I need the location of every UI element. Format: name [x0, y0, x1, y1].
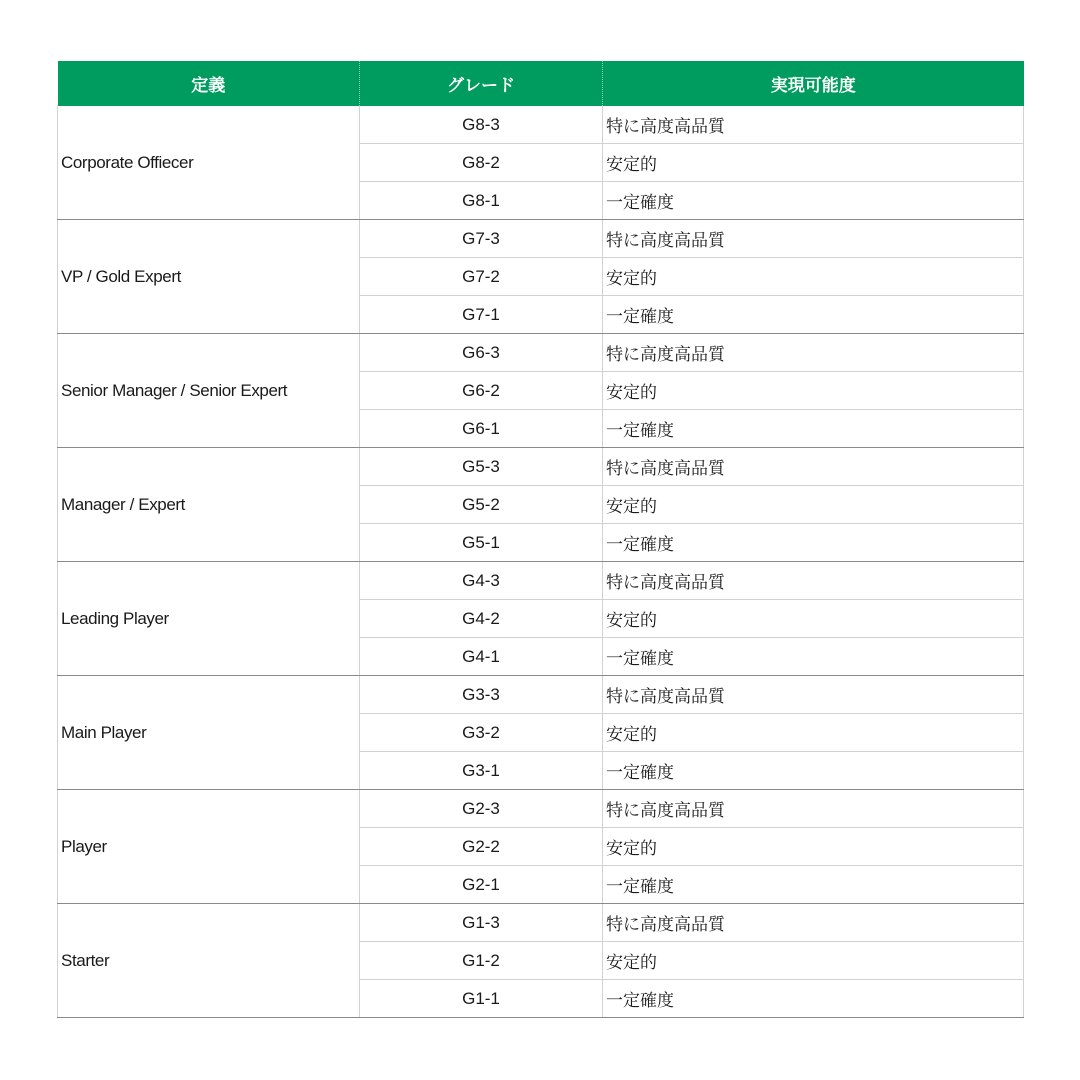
grade-cell: G3-3 [360, 676, 603, 714]
feasibility-cell: 特に高度高品質 [603, 334, 1024, 372]
definition-cell: Manager / Expert [58, 448, 360, 562]
feasibility-cell: 安定的 [603, 372, 1024, 410]
table-row [58, 334, 1024, 372]
feasibility-cell: 一定確度 [603, 524, 1024, 562]
definition-cell: Leading Player [58, 562, 360, 676]
feasibility-cell: 安定的 [603, 714, 1024, 752]
feasibility-cell: 特に高度高品質 [603, 676, 1024, 714]
definition-cell: Senior Manager / Senior Expert [58, 334, 360, 448]
grade-cell: G6-3 [360, 334, 603, 372]
definition-cell: Corporate Offiecer [58, 106, 360, 220]
feasibility-cell: 一定確度 [603, 182, 1024, 220]
feasibility-cell: 一定確度 [603, 410, 1024, 448]
feasibility-cell: 特に高度高品質 [603, 106, 1024, 144]
grade-cell: G6-2 [360, 372, 603, 410]
feasibility-cell: 安定的 [603, 486, 1024, 524]
header-feasibility: 実現可能度 [603, 61, 1024, 106]
grade-table [57, 61, 1024, 1018]
feasibility-cell: 特に高度高品質 [603, 904, 1024, 942]
feasibility-cell: 一定確度 [603, 980, 1024, 1018]
table-row [58, 676, 1024, 714]
grade-cell: G4-1 [360, 638, 603, 676]
feasibility-cell: 特に高度高品質 [603, 448, 1024, 486]
table-row [58, 106, 1024, 144]
grade-cell: G7-1 [360, 296, 603, 334]
grade-cell: G1-2 [360, 942, 603, 980]
grade-cell: G3-2 [360, 714, 603, 752]
table-row [58, 904, 1024, 942]
grade-cell: G3-1 [360, 752, 603, 790]
table-row [58, 220, 1024, 258]
header-definition: 定義 [58, 61, 360, 106]
feasibility-cell: 安定的 [603, 258, 1024, 296]
grade-cell: G4-2 [360, 600, 603, 638]
feasibility-cell: 安定的 [603, 942, 1024, 980]
grade-cell: G7-3 [360, 220, 603, 258]
definition-cell: Main Player [58, 676, 360, 790]
grade-cell: G8-1 [360, 182, 603, 220]
grade-cell: G5-3 [360, 448, 603, 486]
feasibility-cell: 特に高度高品質 [603, 220, 1024, 258]
table-header [58, 61, 1024, 106]
grade-cell: G2-3 [360, 790, 603, 828]
feasibility-cell: 安定的 [603, 828, 1024, 866]
feasibility-cell: 一定確度 [603, 638, 1024, 676]
definition-cell: Starter [58, 904, 360, 1018]
definition-cell: VP / Gold Expert [58, 220, 360, 334]
header-row [58, 61, 1024, 106]
grade-cell: G7-2 [360, 258, 603, 296]
feasibility-cell: 一定確度 [603, 296, 1024, 334]
table-row [58, 448, 1024, 486]
grade-cell: G8-3 [360, 106, 603, 144]
table-row [58, 562, 1024, 600]
grade-cell: G8-2 [360, 144, 603, 182]
grade-cell: G4-3 [360, 562, 603, 600]
grade-cell: G5-2 [360, 486, 603, 524]
grade-cell: G1-3 [360, 904, 603, 942]
feasibility-cell: 特に高度高品質 [603, 790, 1024, 828]
grade-cell: G2-2 [360, 828, 603, 866]
grade-cell: G1-1 [360, 980, 603, 1018]
grade-cell: G5-1 [360, 524, 603, 562]
feasibility-cell: 安定的 [603, 144, 1024, 182]
feasibility-cell: 特に高度高品質 [603, 562, 1024, 600]
feasibility-cell: 一定確度 [603, 866, 1024, 904]
header-grade: グレード [360, 61, 603, 106]
table-body [58, 106, 1024, 1018]
feasibility-cell: 安定的 [603, 600, 1024, 638]
grade-cell: G2-1 [360, 866, 603, 904]
feasibility-cell: 一定確度 [603, 752, 1024, 790]
definition-cell: Player [58, 790, 360, 904]
grade-cell: G6-1 [360, 410, 603, 448]
table-row [58, 790, 1024, 828]
